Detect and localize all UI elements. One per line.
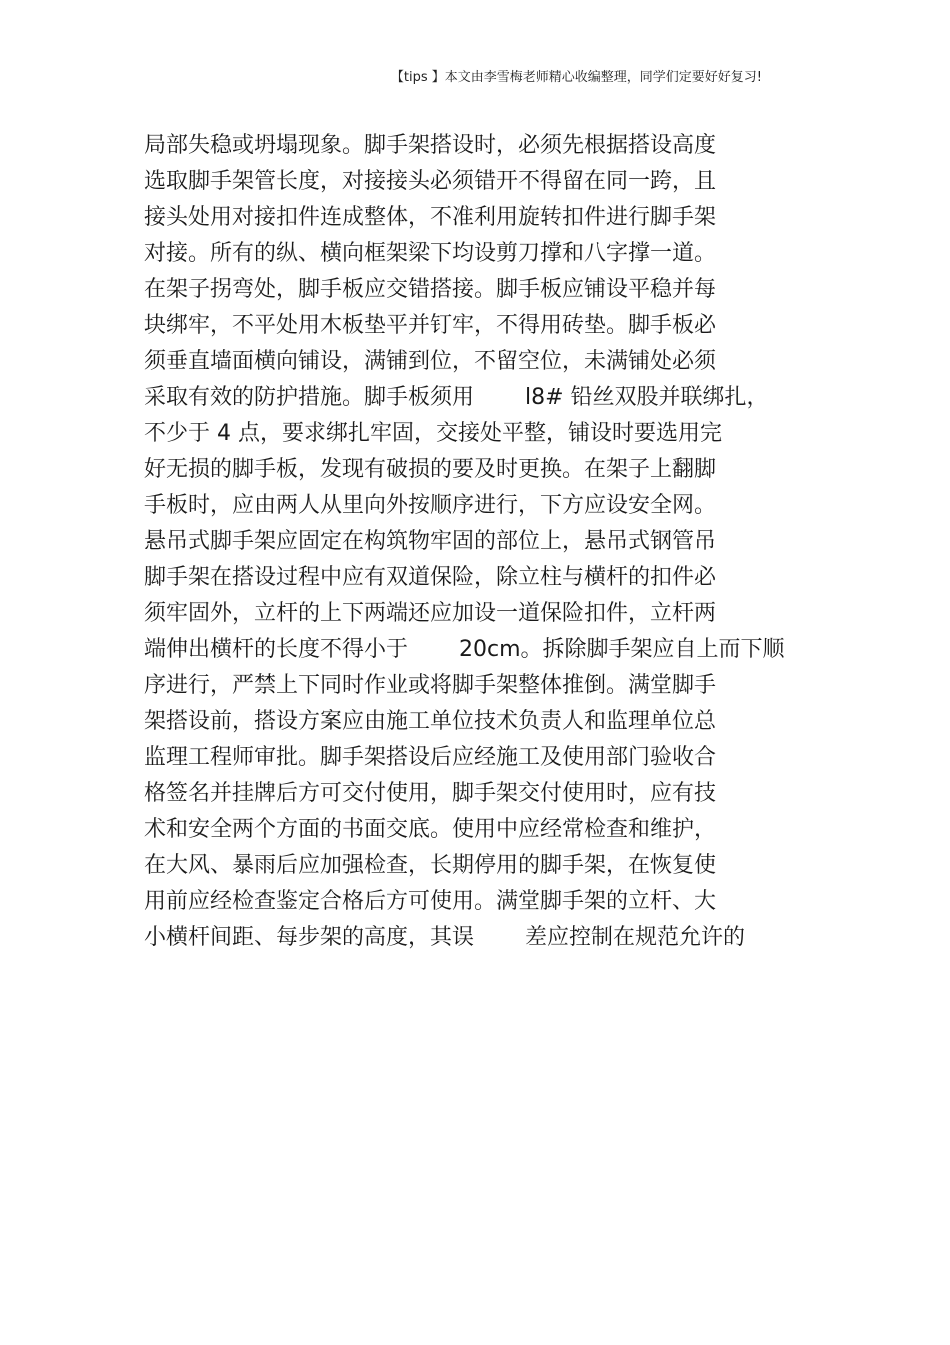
text-line-23: 小横杆间距、每步架的高度，其误 差应控制在规范允许的 — [144, 925, 745, 950]
text-line-1: 局部失稳或坍塌现象。脚手架搭设时，必须先根据搭设高度 — [144, 133, 717, 158]
text-line-3: 接头处用对接扣件连成整体，不准利用旋转扣件进行脚手架 — [144, 205, 717, 230]
text-line-13: 脚手架在搭设过程中应有双道保险，除立柱与横杆的扣件必 — [144, 565, 717, 590]
text-line-8: 采取有效的防护措施。脚手板须用 l8# 铅丝双股并联绑扎， — [144, 385, 769, 410]
text-line-20: 术和安全两个方面的书面交底。使用中应经常检查和维护， — [144, 817, 717, 842]
text-line-16: 序进行，严禁上下同时作业或将脚手架整体推倒。满堂脚手 — [144, 673, 717, 698]
text-line-19: 格签名并挂牌后方可交付使用，脚手架交付使用时，应有技 — [144, 781, 717, 806]
text-line-5: 在架子拐弯处，脚手板应交错搭接。脚手板应铺设平稳并每 — [144, 277, 717, 302]
text-line-22: 用前应经检查鉴定合格后方可使用。满堂脚手架的立杆、大 — [144, 889, 717, 914]
text-line-21: 在大风、暴雨后应加强检查，长期停用的脚手架，在恢复使 — [144, 853, 717, 878]
text-line-4: 对接。所有的纵、横向框架梁下均设剪刀撑和八字撑一道。 — [144, 241, 717, 266]
text-line-7: 须垂直墙面横向铺设，满铺到位，不留空位，未满铺处必须 — [144, 349, 717, 374]
text-line-10: 好无损的脚手板，发现有破损的要及时更换。在架子上翻脚 — [144, 457, 717, 482]
text-line-6: 块绑牢，不平处用木板垫平并钉牢，不得用砖垫。脚手板必 — [144, 313, 717, 338]
text-line-14: 须牢固外，立杆的上下两端还应加设一道保险扣件，立杆两 — [144, 601, 717, 626]
text-line-2: 选取脚手架管长度，对接接头必须错开不得留在同一跨，且 — [144, 169, 717, 194]
text-line-9: 不少于 4 点，要求绑扎牢固，交接处平整，铺设时要选用完 — [144, 421, 722, 446]
text-line-11: 手板时，应由两人从里向外按顺序进行，下方应设安全网。 — [144, 493, 717, 518]
text-line-18: 监理工程师审批。脚手架搭设后应经施工及使用部门验收合 — [144, 745, 717, 770]
text-line-15: 端伸出横杆的长度不得小于 20cm。拆除脚手架应自上而下顺 — [144, 637, 785, 662]
header-tips-note: 【tips 】本文由李雪梅老师精心收编整理，同学们定要好好复习! — [390, 70, 762, 85]
text-line-12: 悬吊式脚手架应固定在构筑物牢固的部位上，悬吊式钢管吊 — [144, 529, 717, 554]
body-text — [144, 128, 804, 956]
text-line-17: 架搭设前，搭设方案应由施工单位技术负责人和监理单位总 — [144, 709, 717, 734]
